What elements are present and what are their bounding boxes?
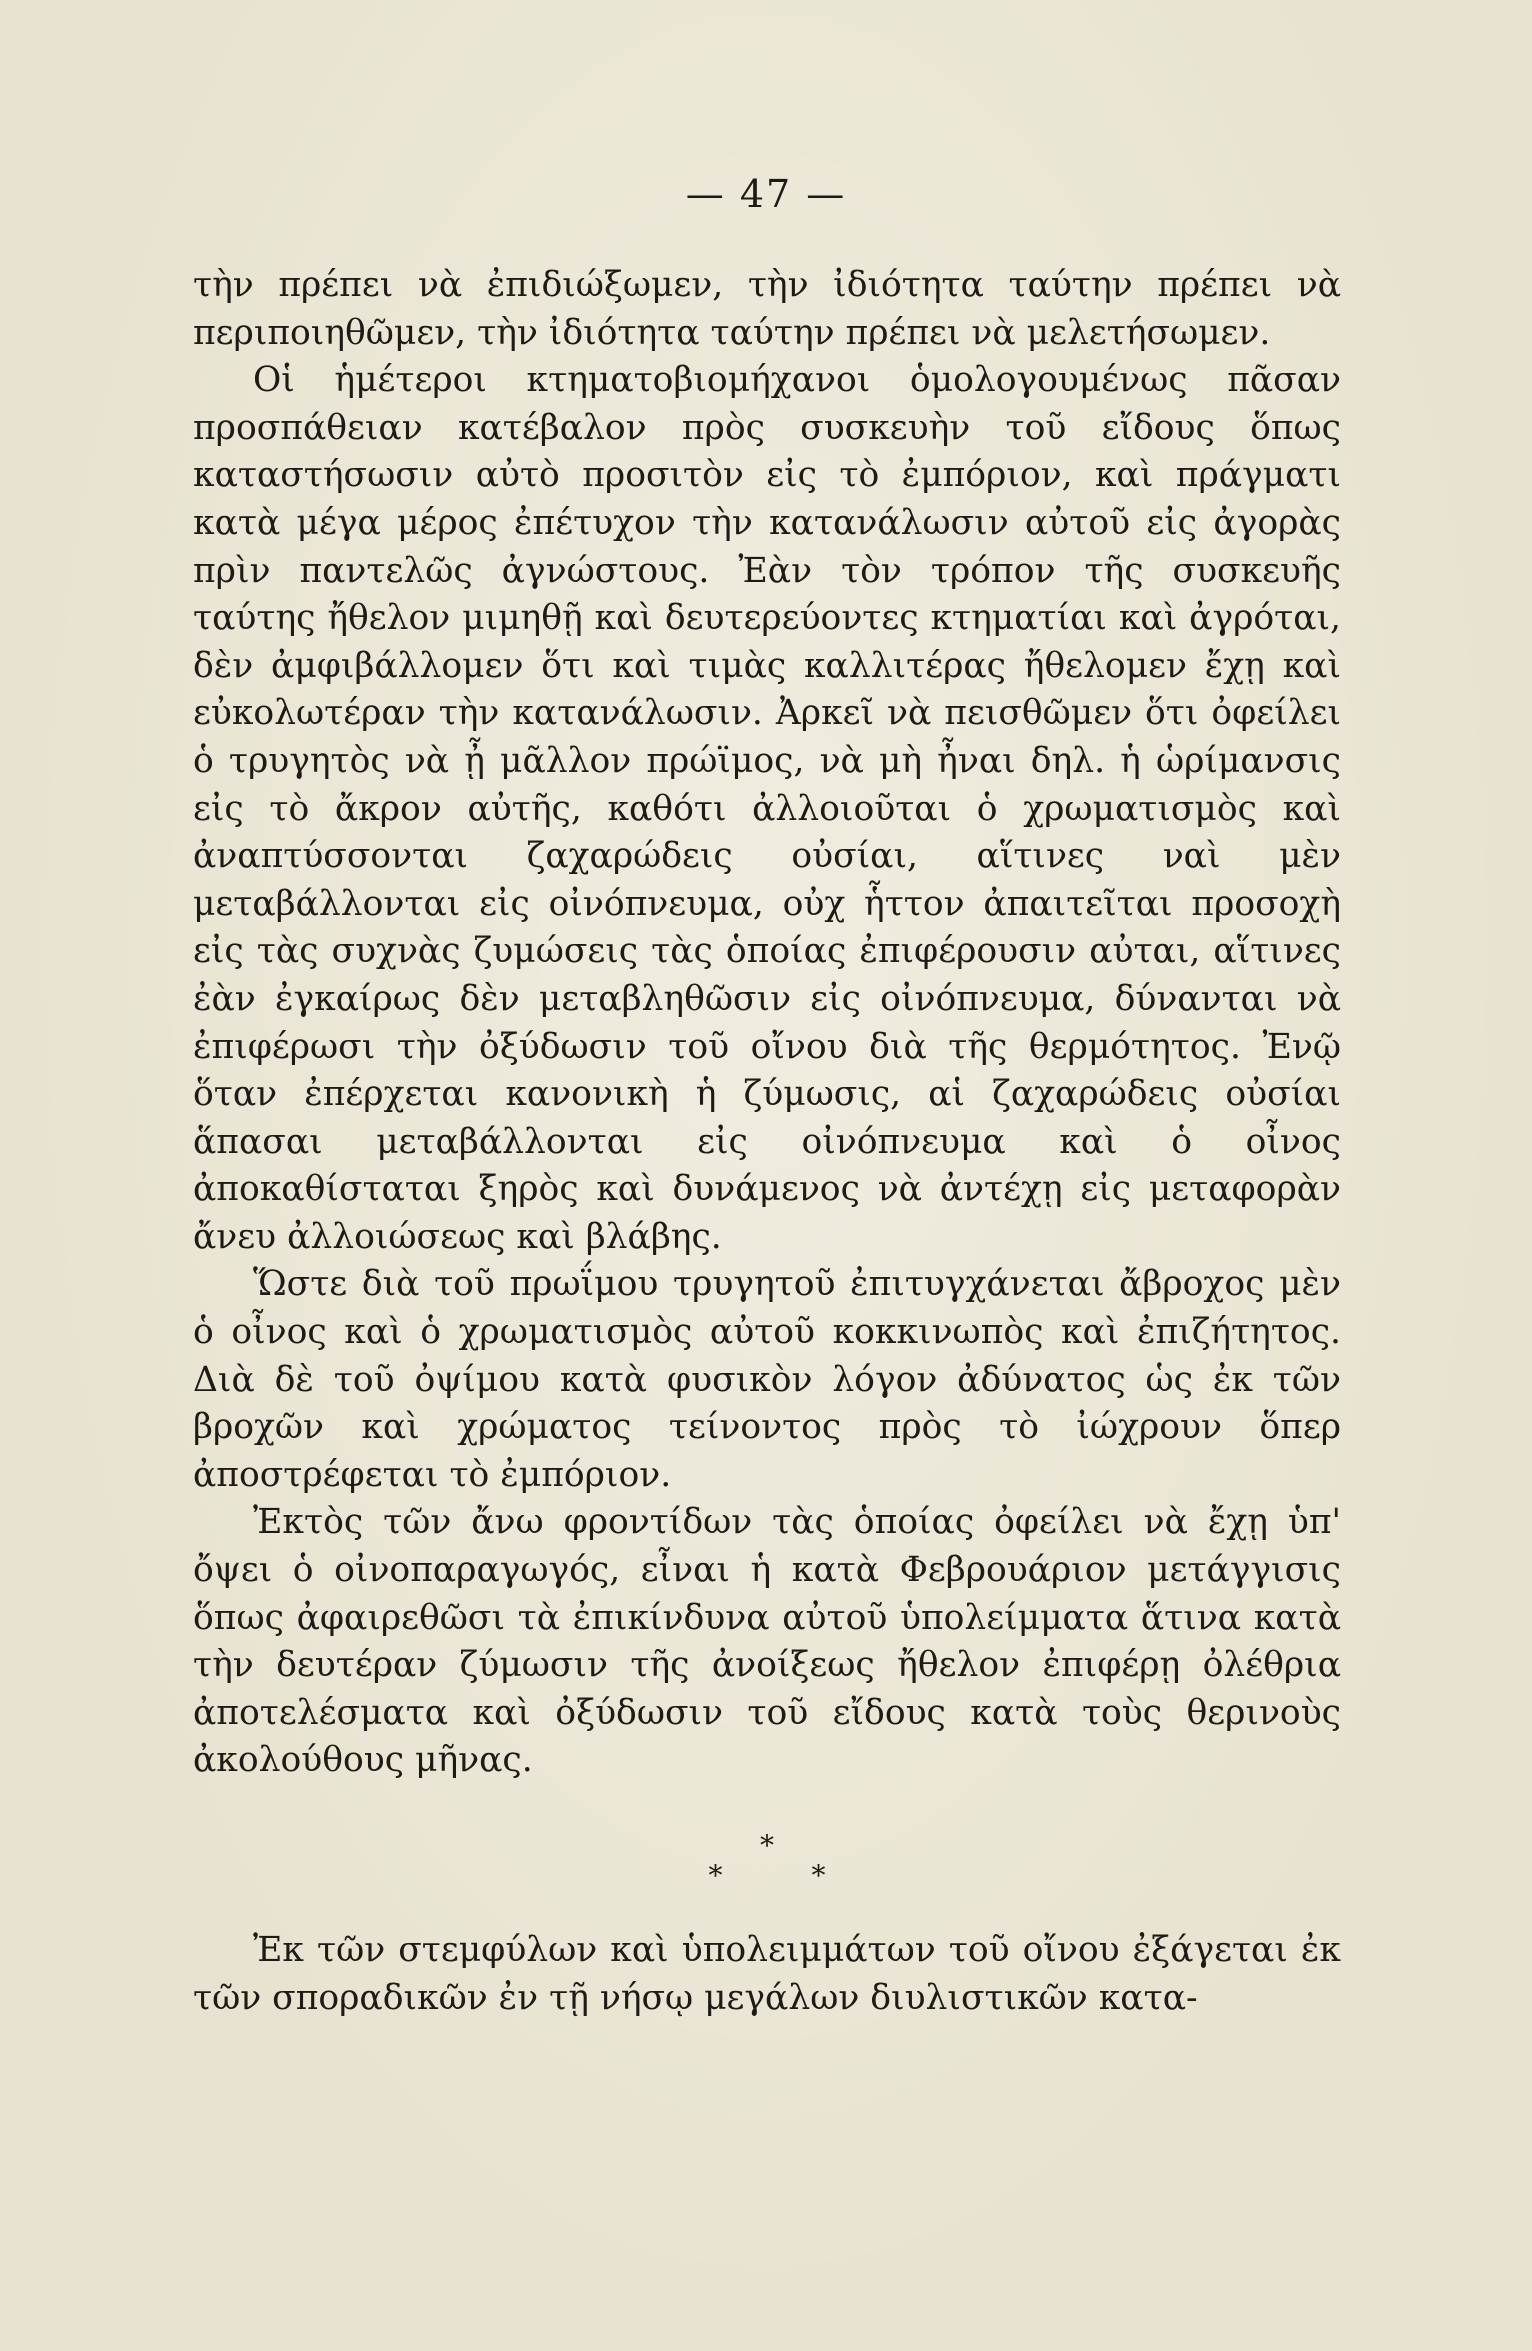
paragraph-continuation: τὴν πρέπει νὰ ἐπιδιώξωμεν, τὴν ἰδιότητα ταύτην πρέπει νὰ περιποιηθῶμεν, τὴν ἰδιότητα ταύτην πρέπει νὰ μελετήσωμεν.: [193, 265, 1341, 353]
paragraph-winemakers: Οἱ ἡμέτεροι κτηματοβιομήχανοι ὁμολογουμένως πᾶσαν προσπάθειαν κατέβαλον πρὸς συσκευὴν τοῦ εἴδους ὅπως καταστήσωσιν αὐτὸ προσιτὸν εἰς τὸ ἐμπόριον, καὶ πράγματι κατὰ μέγα μέρος ἐπέτυχον τὴν κατανάλωσιν αὐτοῦ εἰς ἀγορὰς πρὶν παντελῶς ἀγνώστους. Ἐὰν τὸν τρόπον τῆς συσκευῆς ταύτης ἤθελον μιμηθῇ καὶ δευτερεύοντες κτηματίαι καὶ ἀγρόται, δὲν ἀμφιβάλλομεν ὅτι καὶ τιμὰς καλλιτέρας ἤθελομεν ἔχῃ καὶ εὐκολωτέραν τὴν κατανάλωσιν. Ἀρκεῖ νὰ πεισθῶμεν ὅτι ὀφείλει ὁ τρυγητὸς νὰ ᾖ μᾶλλον πρώϊμος, νὰ μὴ ἦναι δηλ. ἡ ὡρίμανσις εἰς τὸ ἄκρον αὐτῆς, καθότι ἀλλοιοῦται ὁ χρωματισμὸς καὶ ἀναπτύσσονται ζαχαρώδεις οὐσίαι, αἵτινες ναὶ μὲν μεταβάλλονται εἰς οἰνόπνευμα, οὐχ ἧττον ἀπαιτεῖται προσοχὴ εἰς τὰς συχνὰς ζυμώσεις τὰς ὁποίας ἐπιφέρουσιν αὐται, αἵτινες ἐὰν ἐγκαίρως δὲν μεταβληθῶσιν εἰς οἰνόπνευμα, δύνανται νὰ ἐπιφέρωσι τὴν ὀξύδωσιν τοῦ οἴνου διὰ τῆς θερμότητος. Ἐνῷ ὅταν ἐπέρχεται κανονικὴ ἡ ζύμωσις, αἱ ζαχαρώδεις οὐσίαι ἅπασαι μεταβάλλονται εἰς οἰνόπνευμα καὶ ὁ οἶνος ἀποκαθίσταται ξηρὸς καὶ δυνάμενος νὰ ἀντέχῃ εἰς μεταφορὰν ἄνευ ἀλλοιώσεως καὶ βλάβης.: [193, 360, 1341, 1257]
paragraph-early-harvest: Ὥστε διὰ τοῦ πρωΐμου τρυγητοῦ ἐπιτυγχάνεται ἄβροχος μὲν ὁ οἶνος καὶ ὁ χρωματισμὸς αὐτοῦ κοκκινωπὸς καὶ ἐπιζήτητος. Διὰ δὲ τοῦ ὀψίμου κατὰ φυσικὸν λόγον ἀδύνατος ὡς ἐκ τῶν βροχῶν καὶ χρώματος τείνοντος πρὸς τὸ ἰώχρουν ὅπερ ἀποστρέφεται τὸ ἐμπόριον.: [193, 1264, 1341, 1495]
paragraph-racking: Ἐκτὸς τῶν ἄνω φροντίδων τὰς ὁποίας ὀφείλει νὰ ἔχῃ ὑπ' ὄψει ὁ οἰνοπαραγωγός, εἶναι ἡ κατὰ Φεβρουάριον μετάγγισις ὅπως ἀφαιρεθῶσι τὰ ἐπικίνδυνα αὐτοῦ ὑπολείμματα ἅτινα κατὰ τὴν δευτέραν ζύμωσιν τῆς ἀνοίξεως ἤθελον ἐπιφέρῃ ὀλέθρια ἀποτελέσματα καὶ ὀξύδωσιν τοῦ εἴδους κατὰ τοὺς θερινοὺς ἀκολούθους μῆνας.: [193, 1502, 1341, 1781]
body-text: [193, 262, 1341, 2022]
page-number: — 47 —: [685, 172, 847, 216]
asterism-top: *: [760, 1829, 774, 1862]
section-separator: [193, 1831, 1341, 1891]
paragraph-pomace: Ἐκ τῶν στεμφύλων καὶ ὑπολειμμάτων τοῦ οἴνου ἐξάγεται ἐκ τῶν σποραδικῶν ἐν τῇ νήσῳ μεγάλων διυλιστικῶν κατα-: [193, 1930, 1341, 2018]
asterism-bottom: * *: [708, 1859, 866, 1892]
